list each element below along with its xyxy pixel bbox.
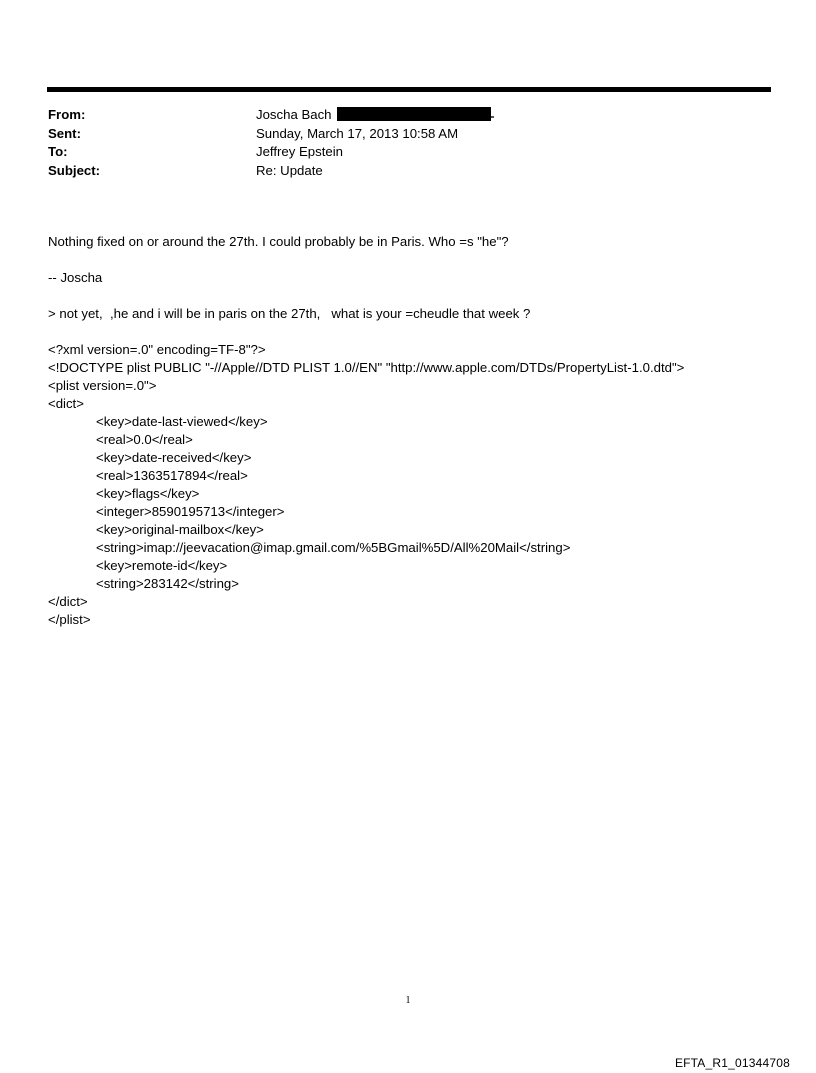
xml-line: <string>283142</string> (96, 576, 239, 591)
subject-row (48, 162, 748, 181)
quoted-text: > not yet, ,he and i will be in paris on the 27th, what is your =cheudle that week ? (48, 306, 531, 321)
xml-line: </dict> (48, 594, 88, 609)
xml-line: <string>imap://jeevacation@imap.gmail.com/%5BGmail%5D/All%20Mail</string> (96, 540, 571, 555)
xml-line: <?xml version=.0" encoding=TF-8"?> (48, 342, 266, 357)
xml-line: <dict> (48, 396, 84, 411)
from-label: From: (48, 107, 86, 122)
xml-line: <key>remote-id</key> (96, 558, 228, 573)
email-header (48, 106, 748, 180)
subject-label: Subject: (48, 162, 101, 178)
xml-line: <real>0.0</real> (96, 432, 193, 447)
email-body (48, 233, 778, 629)
to-label: To: (48, 144, 68, 159)
sent-row (48, 125, 748, 144)
to-value: Jeffrey Epstein (256, 144, 343, 159)
sender-name: Joscha Bach (256, 107, 332, 122)
xml-line: <integer>8590195713</integer> (96, 504, 285, 519)
xml-line: <key>date-received</key> (96, 450, 252, 465)
xml-line: <key>original-mailbox</key> (96, 522, 264, 537)
to-row (48, 143, 748, 162)
xml-line: <plist version=.0"> (48, 378, 157, 393)
from-row (48, 106, 748, 125)
xml-line: </plist> (48, 612, 91, 627)
page-number: 1 (405, 995, 411, 1006)
redaction-tail (491, 116, 494, 118)
signature: -- Joscha (48, 270, 103, 285)
xml-line: <key>flags</key> (96, 486, 200, 501)
redaction-box (337, 107, 491, 121)
subject-value: Re: Update (256, 162, 323, 178)
bates-number: EFTA_R1_01344708 (674, 1056, 790, 1070)
sent-label: Sent: (48, 125, 81, 141)
sent-value: Sunday, March 17, 2013 10:58 AM (256, 125, 459, 141)
from-value (256, 106, 494, 125)
xml-line: <real>1363517894</real> (96, 468, 248, 483)
message-text: Nothing fixed on or around the 27th. I could probably be in Paris. Who =s "he"? (48, 234, 509, 249)
header-divider (47, 87, 771, 92)
xml-line: <key>date-last-viewed</key> (96, 414, 268, 429)
xml-line: <!DOCTYPE plist PUBLIC "-//Apple//DTD PLIST 1.0//EN" "http://www.apple.com/DTDs/PropertyList-1.0.dtd"> (48, 360, 685, 375)
